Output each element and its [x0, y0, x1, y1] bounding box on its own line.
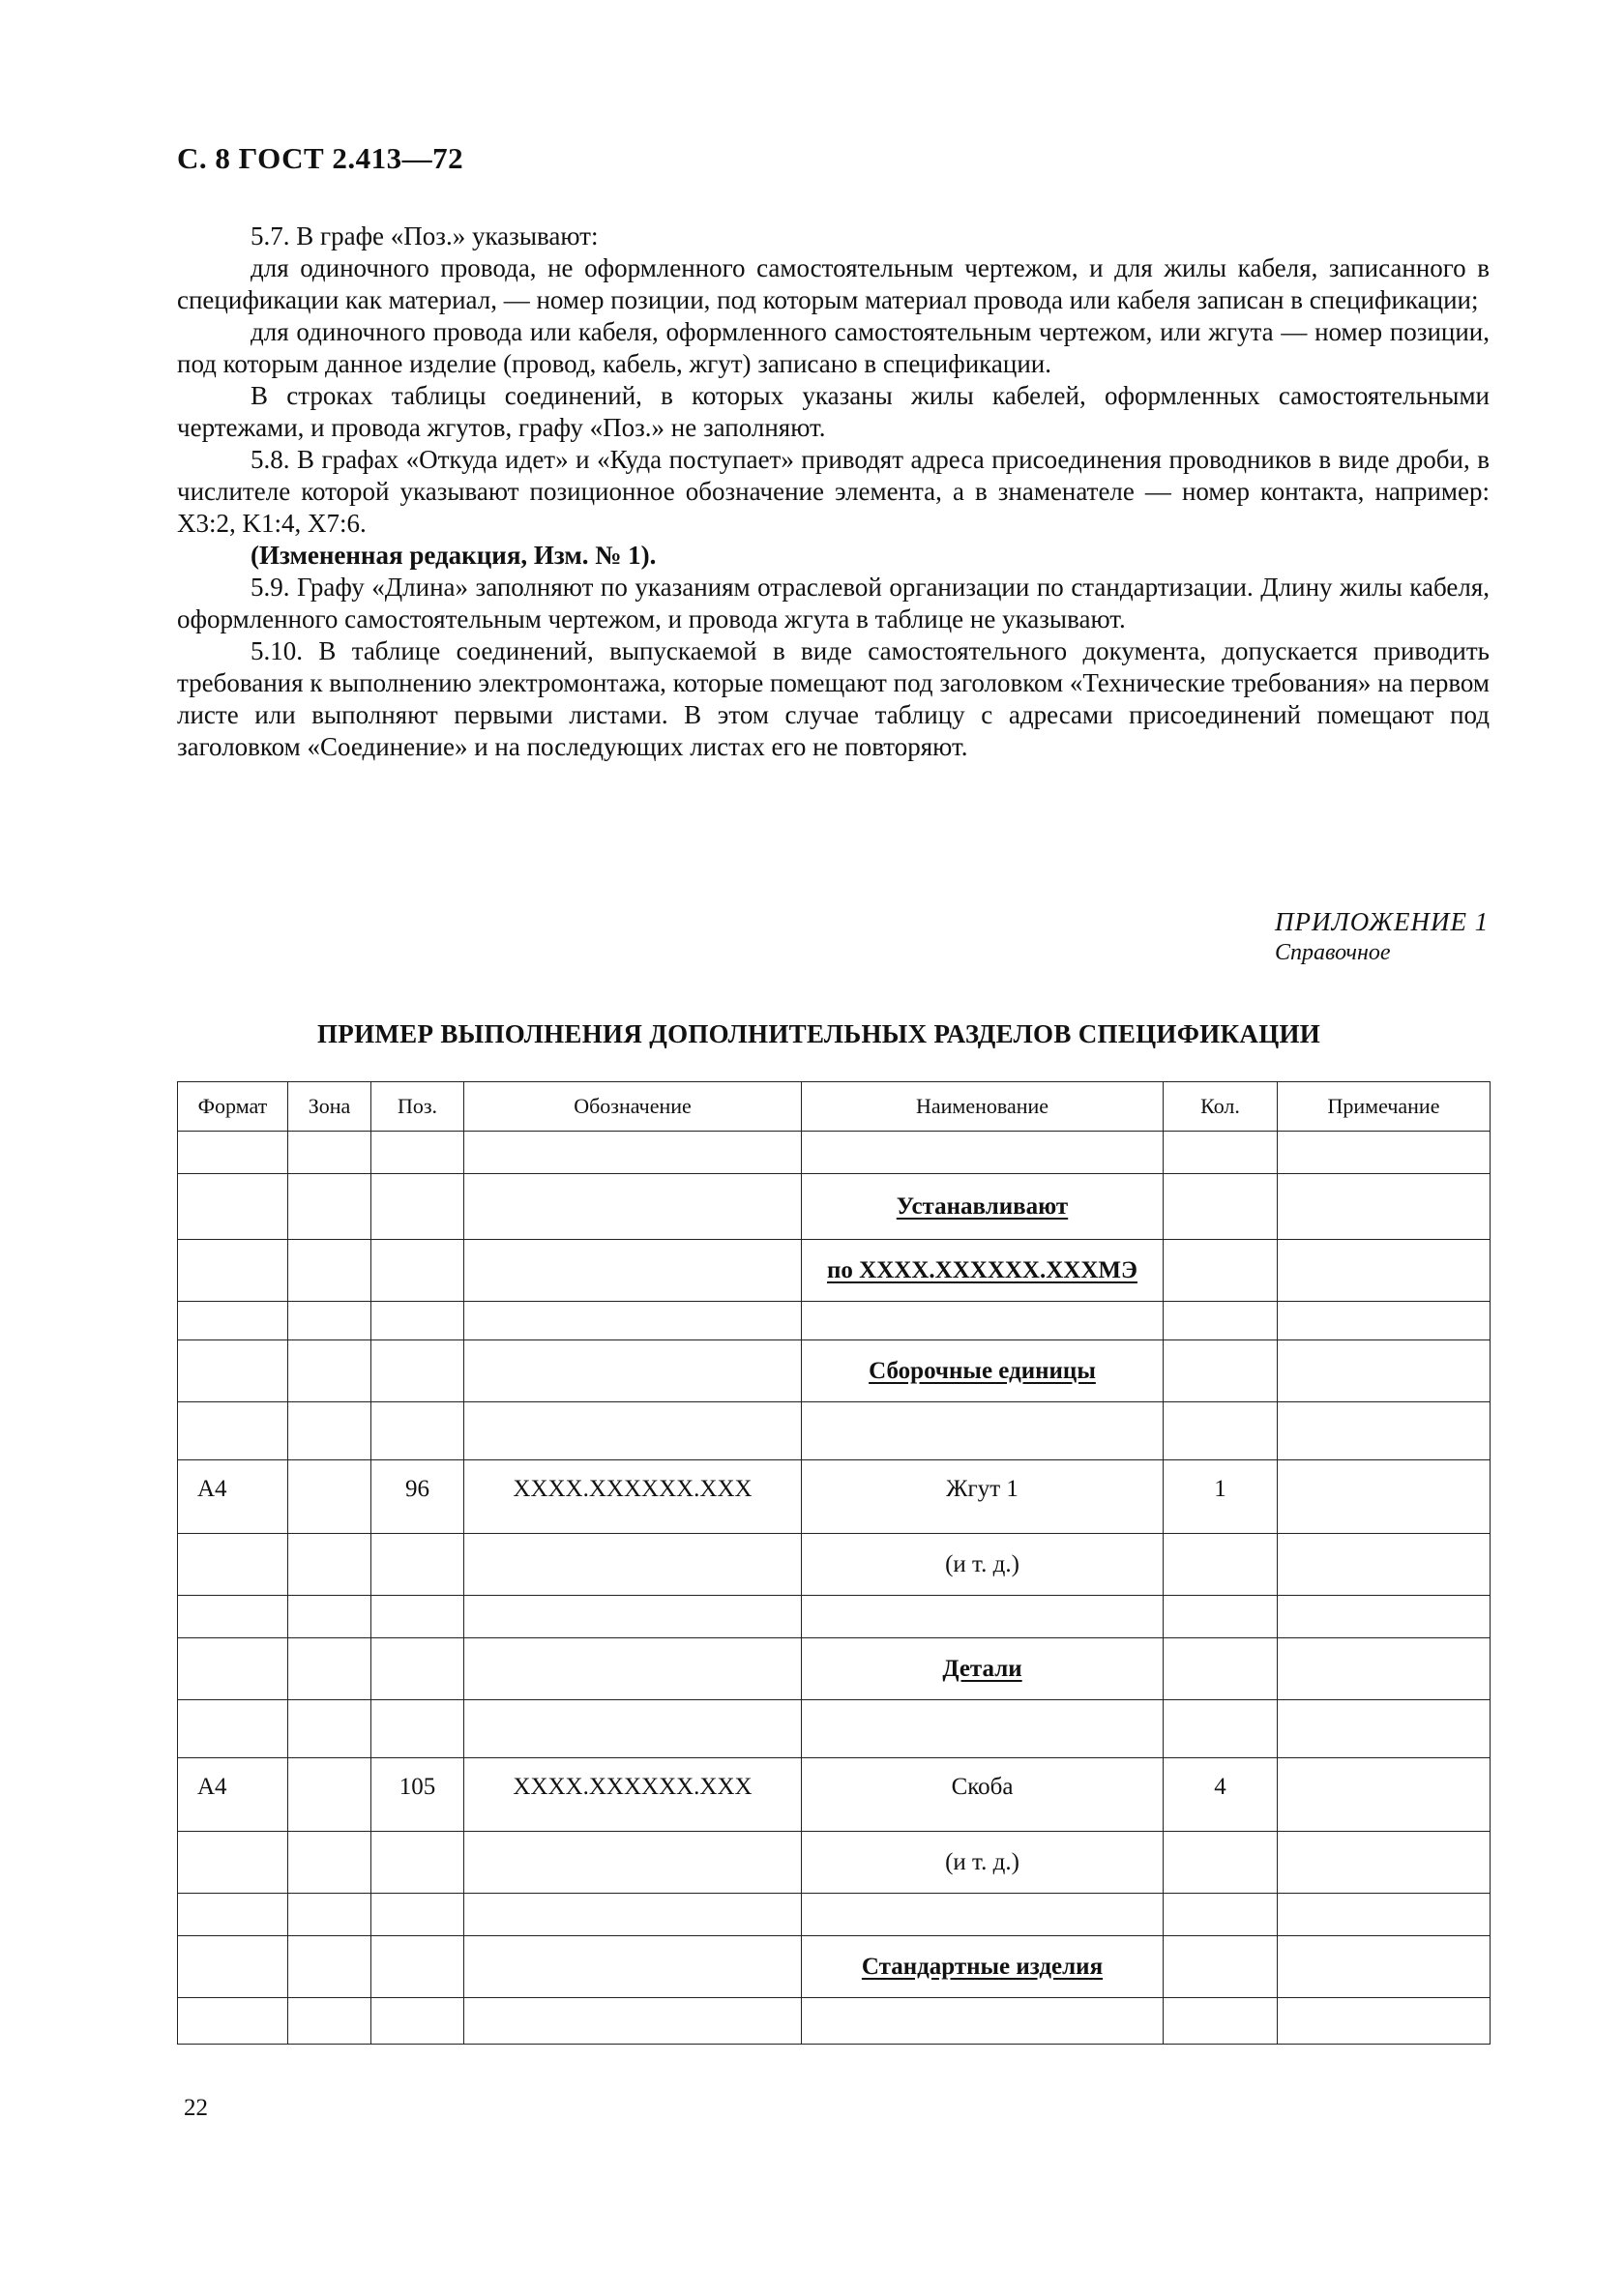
table-row: [178, 1460, 1491, 1534]
note-cell: [1278, 1174, 1491, 1240]
name-cell: [802, 1638, 1164, 1700]
name-cell: Скоба: [802, 1758, 1164, 1832]
position-cell: [371, 1998, 464, 2045]
section-heading: Устанавливают: [896, 1192, 1069, 1220]
paragraph: (Измененная редакция, Изм. № 1).: [251, 541, 657, 570]
table-header-row: [178, 1082, 1491, 1132]
zone-cell: [288, 1460, 371, 1534]
zone-cell: [288, 1894, 371, 1936]
format-cell: [178, 1302, 288, 1340]
page-header: С. 8 ГОСТ 2.413—72: [177, 141, 464, 175]
position-cell: [371, 1936, 464, 1998]
note-cell: [1278, 1832, 1491, 1894]
position-cell: 96: [371, 1460, 464, 1534]
zone-cell: [288, 1936, 371, 1998]
designation-cell: [464, 1132, 802, 1174]
format-cell: [178, 1132, 288, 1174]
format-cell: [178, 1174, 288, 1240]
zone-cell: [288, 1758, 371, 1832]
position-cell: [371, 1340, 464, 1402]
zone-cell: [288, 1402, 371, 1460]
quantity-cell: [1164, 1132, 1278, 1174]
position-cell: [371, 1534, 464, 1596]
header-designation: Обозначение: [464, 1082, 802, 1132]
quantity-cell: [1164, 1402, 1278, 1460]
note-cell: [1278, 1302, 1491, 1340]
designation-cell: [464, 1998, 802, 2045]
position-cell: [371, 1638, 464, 1700]
designation-cell: [464, 1638, 802, 1700]
note-cell: [1278, 1638, 1491, 1700]
table-row: [178, 1596, 1491, 1638]
zone-cell: [288, 1638, 371, 1700]
position-cell: [371, 1302, 464, 1340]
format-cell: A4: [178, 1758, 288, 1832]
table-row: [178, 1936, 1491, 1998]
paragraph: 5.8. В графах «Откуда идет» и «Куда поступает» приводят адреса присоединения проводников в виде дроби, в числителе которой указывают позиционное обозначение элемента, а в знаменателе — номер контакта, например: X3:2, K1:4, X7:6.: [177, 445, 1490, 538]
position-cell: [371, 1894, 464, 1936]
position-cell: [371, 1402, 464, 1460]
name-cell: Жгут 1: [802, 1460, 1164, 1534]
header-name: Наименование: [802, 1082, 1164, 1132]
paragraph: для одиночного провода, не оформленного самостоятельным чертежом, и для жилы кабеля, записанного в спецификации как материал, — номер позиции, под которым материал провода или кабеля записан в спецификации;: [177, 253, 1490, 314]
paragraph: 5.7. В графе «Поз.» указывают:: [251, 221, 599, 250]
format-cell: [178, 1936, 288, 1998]
note-cell: [1278, 1700, 1491, 1758]
note-cell: [1278, 1402, 1491, 1460]
quantity-cell: [1164, 1700, 1278, 1758]
section-heading: Сборочные единицы: [869, 1357, 1096, 1384]
format-cell: [178, 1596, 288, 1638]
name-cell: [802, 1240, 1164, 1302]
position-cell: [371, 1700, 464, 1758]
quantity-cell: [1164, 1240, 1278, 1302]
paragraph: 5.10. В таблице соединений, выпускаемой в виде самостоятельного документа, допускается приводить требования к выполнению электромонтажа, которые помещают под заголовком «Технические требования» на первом листе или выполняют первыми листами. В этом случае таблицу с адресами присоединений помещают под заголовком «Соединение» и на последующих листах его не повторяют.: [177, 636, 1490, 761]
zone-cell: [288, 1174, 371, 1240]
table-row: [178, 1700, 1491, 1758]
note-cell: [1278, 1534, 1491, 1596]
table-row: [178, 1340, 1491, 1402]
header-format: Формат: [178, 1082, 288, 1132]
format-cell: [178, 1894, 288, 1936]
page-number: 22: [184, 2095, 208, 2121]
position-cell: [371, 1240, 464, 1302]
paragraph: для одиночного провода или кабеля, оформленного самостоятельным чертежом, или жгута — номер позиции, под которым данное изделие (провод, кабель, жгут) записано в спецификации.: [177, 317, 1490, 378]
table-row: [178, 1534, 1491, 1596]
quantity-cell: [1164, 1596, 1278, 1638]
designation-cell: [464, 1596, 802, 1638]
table-row: [178, 1402, 1491, 1460]
note-cell: [1278, 1894, 1491, 1936]
specification-table: [177, 1081, 1491, 2045]
paragraph: В строках таблицы соединений, в которых указаны жилы кабелей, оформленных самостоятельными чертежами, и провода жгутов, графу «Поз.» не заполняют.: [177, 381, 1490, 442]
zone-cell: [288, 1534, 371, 1596]
zone-cell: [288, 1340, 371, 1402]
format-cell: [178, 1832, 288, 1894]
header-note: Примечание: [1278, 1082, 1491, 1132]
quantity-cell: [1164, 1534, 1278, 1596]
name-cell: [802, 1174, 1164, 1240]
designation-cell: [464, 1534, 802, 1596]
position-cell: [371, 1132, 464, 1174]
quantity-cell: [1164, 1638, 1278, 1700]
quantity-cell: [1164, 1936, 1278, 1998]
table-row: [178, 1758, 1491, 1832]
designation-cell: [464, 1894, 802, 1936]
quantity-cell: [1164, 1832, 1278, 1894]
designation-cell: [464, 1174, 802, 1240]
format-cell: [178, 1534, 288, 1596]
table-row: [178, 1302, 1491, 1340]
format-cell: [178, 1402, 288, 1460]
appendix-title: ПРИЛОЖЕНИЕ 1: [1275, 907, 1490, 936]
name-cell: [802, 1302, 1164, 1340]
name-cell: [802, 1894, 1164, 1936]
zone-cell: [288, 1132, 371, 1174]
table-row: [178, 1132, 1491, 1174]
designation-cell: XXXX.XXXXXX.XXX: [464, 1460, 802, 1534]
format-cell: [178, 1998, 288, 2045]
table-row: [178, 1240, 1491, 1302]
table-title: ПРИМЕР ВЫПОЛНЕНИЯ ДОПОЛНИТЕЛЬНЫХ РАЗДЕЛОВ СПЕЦИФИКАЦИИ: [317, 1019, 1321, 1048]
quantity-cell: [1164, 1894, 1278, 1936]
designation-cell: [464, 1700, 802, 1758]
quantity-cell: 1: [1164, 1460, 1278, 1534]
note-cell: [1278, 1340, 1491, 1402]
designation-cell: [464, 1402, 802, 1460]
designation-cell: [464, 1240, 802, 1302]
header-zone: Зона: [288, 1082, 371, 1132]
name-cell: [802, 1936, 1164, 1998]
note-cell: [1278, 1596, 1491, 1638]
header-quantity: Кол.: [1164, 1082, 1278, 1132]
quantity-cell: 4: [1164, 1758, 1278, 1832]
name-cell: (и т. д.): [802, 1832, 1164, 1894]
section-heading: Стандартные изделия: [861, 1953, 1104, 1980]
table-row: [178, 1174, 1491, 1240]
section-heading: Детали: [942, 1655, 1022, 1682]
zone-cell: [288, 1240, 371, 1302]
note-cell: [1278, 1132, 1491, 1174]
section-heading: по XXXX.XXXXXX.XXXМЭ: [827, 1256, 1137, 1283]
table-row: [178, 1998, 1491, 2045]
name-cell: [802, 1700, 1164, 1758]
zone-cell: [288, 1596, 371, 1638]
zone-cell: [288, 1998, 371, 2045]
position-cell: 105: [371, 1758, 464, 1832]
body-text: [177, 221, 1490, 763]
format-cell: [178, 1240, 288, 1302]
name-cell: [802, 1340, 1164, 1402]
name-cell: [802, 1132, 1164, 1174]
position-cell: [371, 1832, 464, 1894]
designation-cell: [464, 1936, 802, 1998]
name-cell: [802, 1998, 1164, 2045]
note-cell: [1278, 1998, 1491, 2045]
format-cell: [178, 1340, 288, 1402]
note-cell: [1278, 1240, 1491, 1302]
zone-cell: [288, 1700, 371, 1758]
designation-cell: [464, 1302, 802, 1340]
name-cell: (и т. д.): [802, 1534, 1164, 1596]
table-row: [178, 1894, 1491, 1936]
format-cell: [178, 1700, 288, 1758]
designation-cell: XXXX.XXXXXX.XXX: [464, 1758, 802, 1832]
designation-cell: [464, 1340, 802, 1402]
zone-cell: [288, 1302, 371, 1340]
table-row: [178, 1638, 1491, 1700]
appendix-subtitle: Справочное: [1275, 940, 1391, 965]
format-cell: [178, 1638, 288, 1700]
table-row: [178, 1832, 1491, 1894]
position-cell: [371, 1596, 464, 1638]
quantity-cell: [1164, 1998, 1278, 2045]
designation-cell: [464, 1832, 802, 1894]
note-cell: [1278, 1936, 1491, 1998]
quantity-cell: [1164, 1174, 1278, 1240]
name-cell: [802, 1596, 1164, 1638]
name-cell: [802, 1402, 1164, 1460]
note-cell: [1278, 1460, 1491, 1534]
quantity-cell: [1164, 1340, 1278, 1402]
quantity-cell: [1164, 1302, 1278, 1340]
position-cell: [371, 1174, 464, 1240]
paragraph: 5.9. Графу «Длина» заполняют по указаниям отраслевой организации по стандартизации. Длину жилы кабеля, оформленного самостоятельным чертежом, и провода жгута в таблице не указывают.: [177, 573, 1490, 633]
header-position: Поз.: [371, 1082, 464, 1132]
format-cell: A4: [178, 1460, 288, 1534]
note-cell: [1278, 1758, 1491, 1832]
zone-cell: [288, 1832, 371, 1894]
